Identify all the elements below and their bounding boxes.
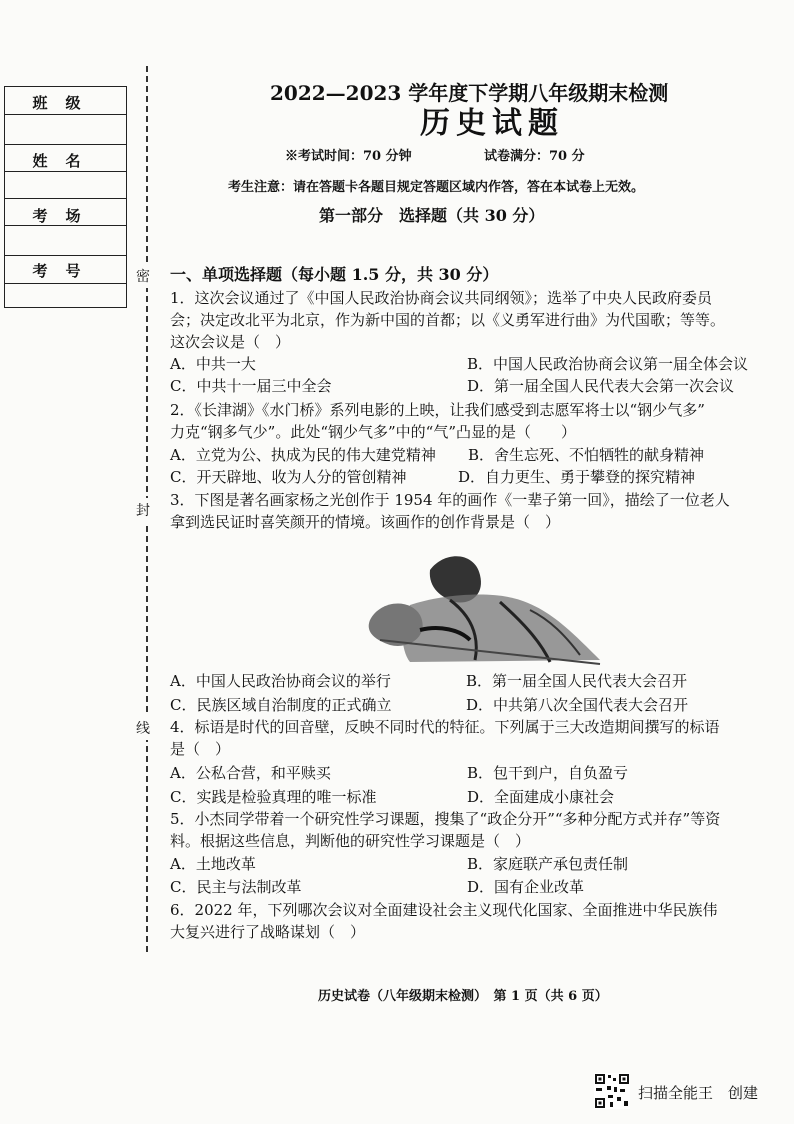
scanner-watermark: 扫描全能王 创建: [638, 1084, 759, 1102]
q4-option-d: D．全面建成小康社会: [467, 788, 615, 806]
question-6-line: 大复兴进行了战略谋划（ ）: [170, 923, 366, 941]
binding-char-seal: 密: [136, 264, 150, 288]
q4-option-c: C．实践是检验真理的唯一标准: [170, 788, 377, 806]
info-row-blank: [5, 114, 126, 141]
page-footer: 历史试卷（八年级期末检测） 第 1 页（共 6 页）: [318, 989, 608, 1004]
q5-option-d: D．国有企业改革: [467, 878, 585, 896]
info-row-blank: [5, 225, 126, 252]
section-title: 一、单项选择题（每小题 1.5 分，共 30 分）: [170, 265, 499, 284]
q5-option-a: A．土地改革: [170, 855, 256, 873]
exam-number-label: 考号: [32, 262, 99, 280]
question-4-line: 4．标语是时代的回音壁，反映不同时代的特征。下列属于三大改造期间撰写的标语: [170, 718, 720, 736]
q1-option-b: B．中国人民政治协商会议第一届全体会议: [467, 355, 749, 373]
info-row-name: [5, 144, 126, 171]
exam-time: ※考试时间：70 分钟: [285, 149, 412, 164]
question-4-line: 是（ ）: [170, 740, 231, 758]
q1-option-c: C．中共十一届三中全会: [170, 377, 332, 395]
q1-option-a: A．中共一大: [170, 355, 256, 373]
q3-option-c: C．民族区域自治制度的正式确立: [170, 696, 392, 714]
q3-option-a: A．中国人民政治协商会议的举行: [170, 672, 391, 690]
student-info-box: [4, 86, 127, 308]
question-6-line: 6．2022 年，下列哪次会议对全面建设社会主义现代化国家、全面推进中华民族伟: [170, 901, 718, 919]
q3-option-d: D．中共第八次全国代表大会召开: [466, 696, 689, 714]
exam-title: 2022—2023 学年度下学期八年级期末检测: [270, 81, 669, 105]
subject-title: 历史试题: [420, 106, 564, 141]
question-3-line: 3．下图是著名画家杨之光创作于 1954 年的画作《一辈子第一回》，描绘了一位老人: [170, 491, 730, 509]
exam-room-label: 考场: [32, 207, 99, 225]
info-row-room: [5, 198, 126, 225]
question-1-line: 1．这次会议通过了《中国人民政治协商会议共同纲领》；选举了中央人民政府委员: [170, 289, 713, 307]
q5-option-b: B．家庭联产承包责任制: [467, 855, 629, 873]
part-title: 第一部分 选择题（共 30 分）: [319, 206, 545, 225]
q4-option-b: B．包干到户，自负盈亏: [467, 764, 629, 782]
info-row-class: [5, 86, 126, 112]
q3-option-b: B．第一届全国人民代表大会召开: [466, 672, 688, 690]
class-label: 班级: [32, 94, 99, 112]
name-label: 姓名: [32, 152, 99, 170]
q2-option-c: C．开天辟地、收为人分的管创精神: [170, 468, 407, 486]
exam-notice: 考生注意：请在答题卡各题目规定答题区域内作答，答在本试卷上无效。: [228, 180, 645, 195]
info-row-blank: [5, 171, 126, 198]
question-2-line: 力克“钢多气少”。此处“钢少气多”中的“气”凸显的是（ ）: [170, 423, 577, 441]
q2-option-d: D．自力更生、勇于攀登的探究精神: [458, 468, 696, 486]
question-3-line: 拿到选民证时喜笑颜开的情境。该画作的创作背景是（ ）: [170, 513, 561, 531]
binding-char-line: 线: [136, 716, 150, 740]
qr-code-icon: [594, 1073, 630, 1109]
q5-option-c: C．民主与法制改革: [170, 878, 302, 896]
question-5-line: 料。根据这些信息，判断他的研究性学习课题是（ ）: [170, 832, 531, 850]
question-1-line: 会；决定改北平为北京，作为新中国的首都；以《义勇军进行曲》为代国歌；等等。: [170, 311, 726, 329]
q1-option-d: D．第一届全国人民代表大会第一次会议: [467, 377, 735, 395]
question-2-line: 2．《长津湖》《水门桥》系列电影的上映，让我们感受到志愿军将士以“钢少气多”: [170, 401, 705, 419]
q4-option-a: A．公私合营，和平赎买: [170, 764, 331, 782]
question-1-line: 这次会议是（ ）: [170, 333, 291, 351]
painting-image: [350, 540, 614, 670]
q2-option-b: B．舍生忘死、不怕牺牲的献身精神: [468, 446, 705, 464]
question-5-line: 5．小杰同学带着一个研究性学习课题，搜集了“政企分开”“多种分配方式并存”等资: [170, 810, 721, 828]
full-score: 试卷满分：70 分: [484, 149, 585, 164]
info-row-number: [5, 255, 126, 282]
binding-char-seal: 封: [136, 498, 150, 522]
info-row-blank: [5, 283, 126, 310]
q2-option-a: A．立党为公、执成为民的伟大建党精神: [170, 446, 436, 464]
